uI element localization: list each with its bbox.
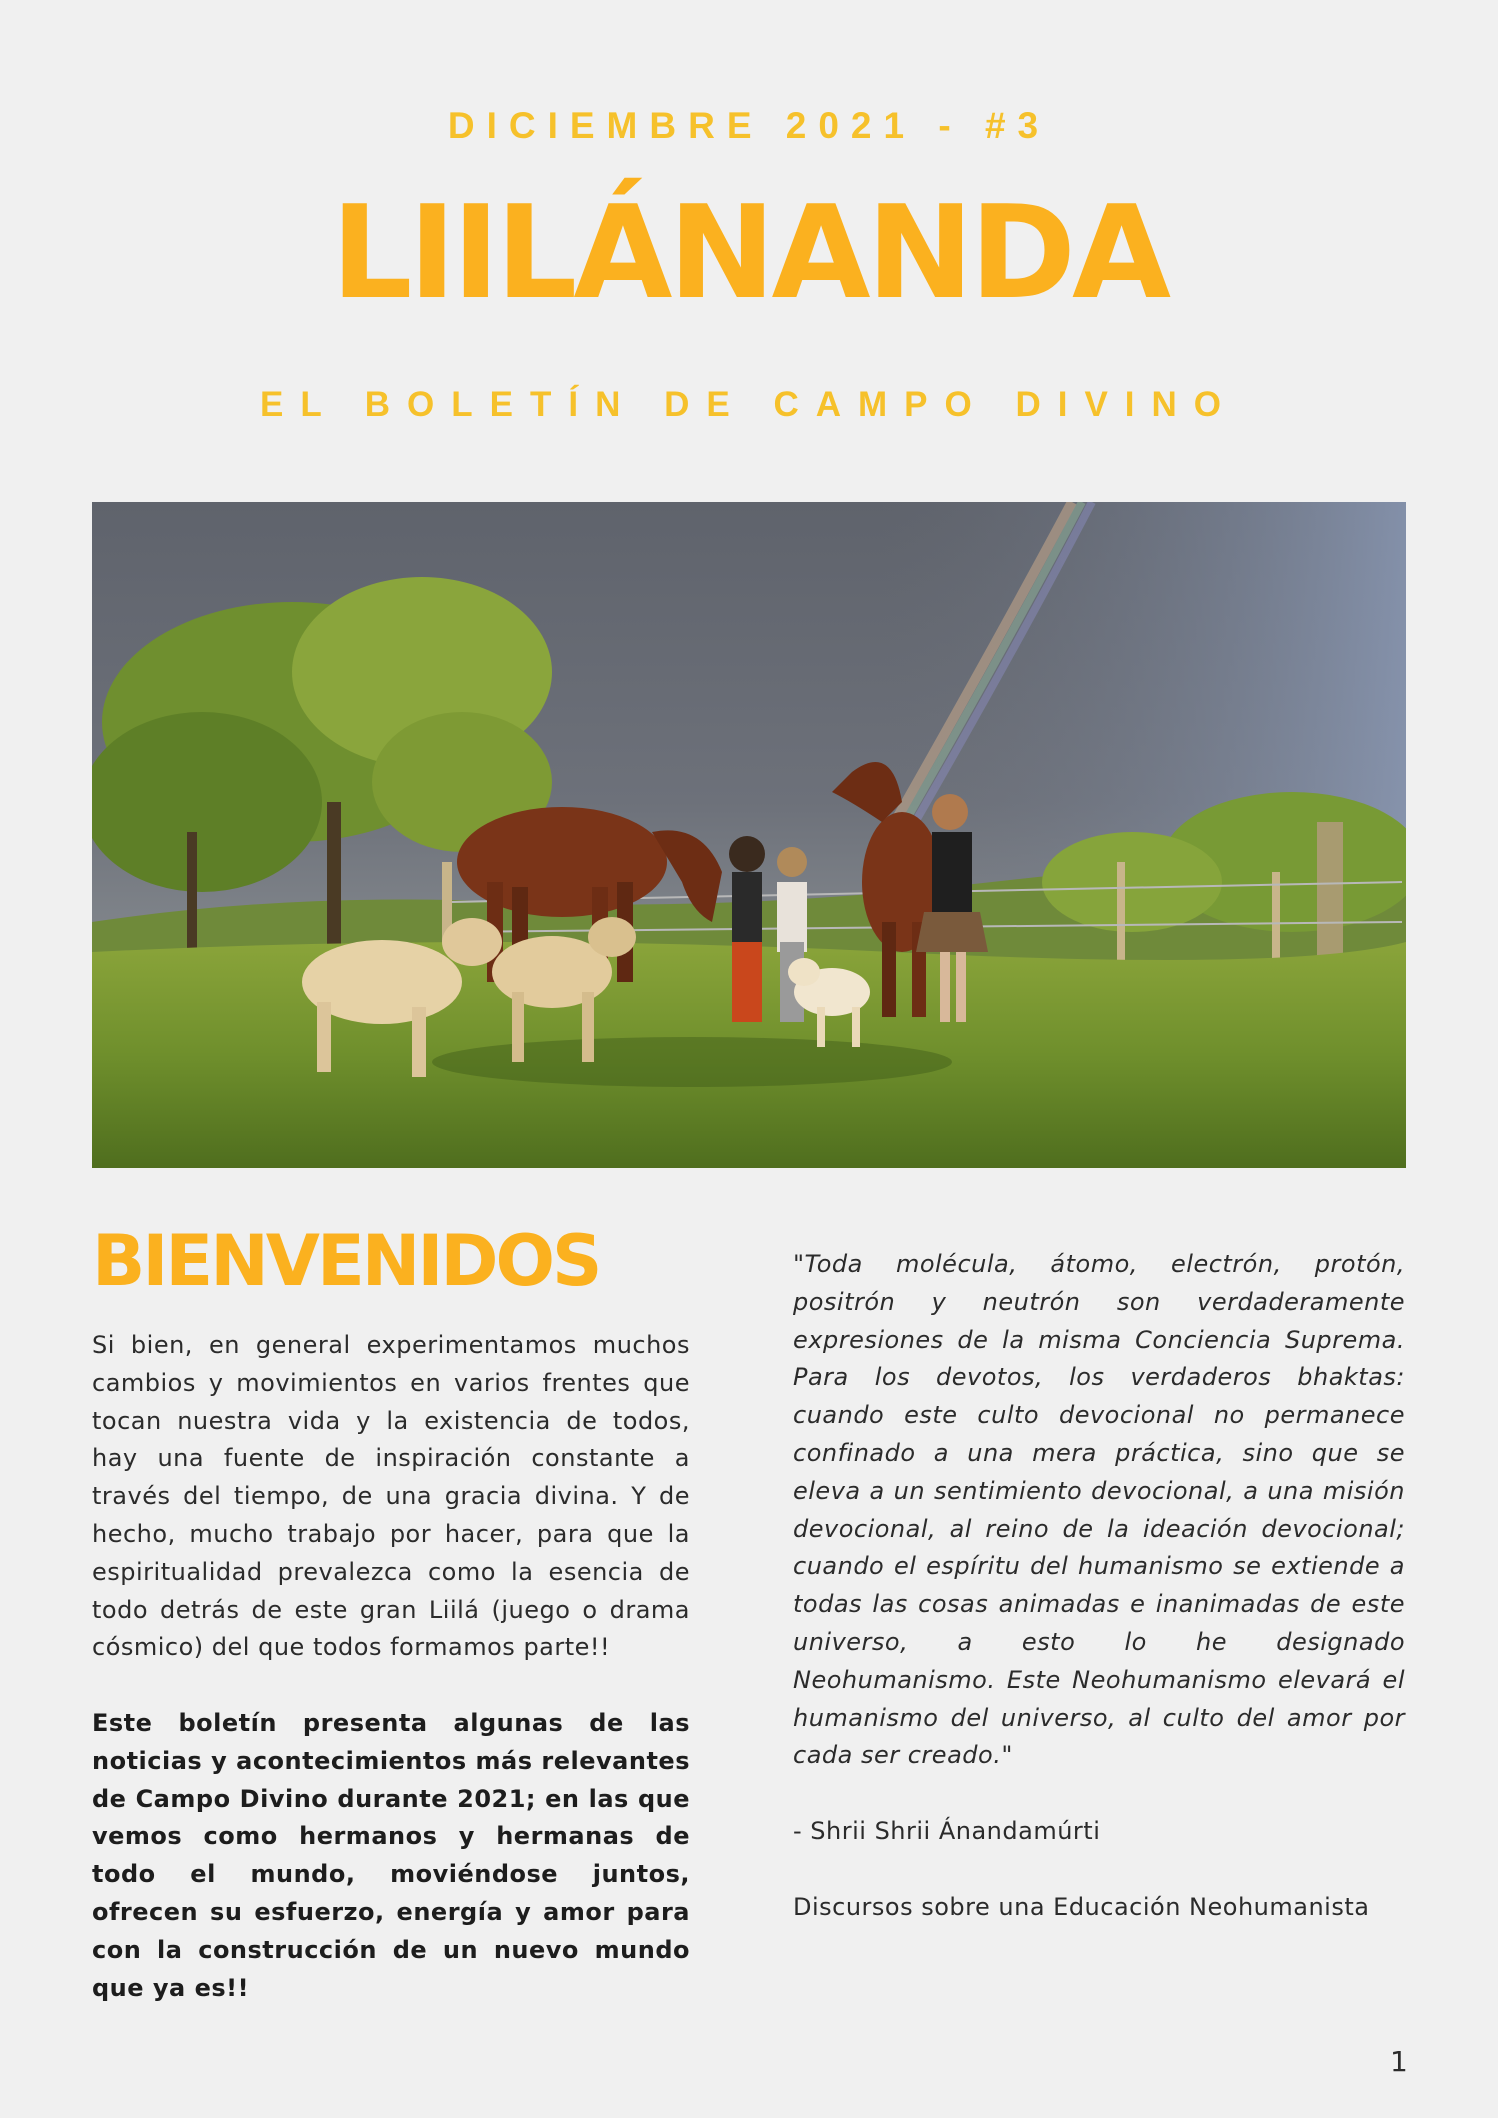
welcome-text [92, 1327, 690, 2007]
welcome-paragraph-2: Este boletín presenta algunas de las noticias y acontecimientos más relevantes de Campo Divino durante 2021; en las que vemos como hermanos y hermanas de todo el mundo, moviéndose juntos, ofrecen su esfuerzo, energía y amor para con la construcción de un nuevo mundo que ya es!! [92, 1708, 690, 2002]
quote-author: - Shrii Shrii Ánandamúrti [793, 1816, 1101, 1845]
welcome-heading: BIENVENIDOS [92, 1220, 600, 1302]
newsletter-title: LIILÁNANDA [330, 179, 1168, 328]
quote-text: "Toda molécula, átomo, electrón, protón, positrón y neutrón son verdaderamente expresiones de la misma Conciencia Suprema. Para los devotos, los verdaderos bhaktas: cuando este culto devocional no permanece confinado a una mera práctica, sino que se eleva a un sentimiento devocional, a una misión devocional, al reino de la ideación devocional; cuando el espíritu del humanismo se extiende a todas las cosas animadas e inanimadas de este universo, a esto lo he designado Neohumanismo. Este Neohumanismo elevará el humanismo del universo, al culto del amor por cada ser creado." [793, 1250, 1405, 1770]
quote-block [793, 1246, 1405, 1926]
quote-source: Discursos sobre una Educación Neohumanista [793, 1892, 1370, 1921]
newsletter-subtitle: EL BOLETÍN DE CAMPO DIVINO [259, 385, 1239, 424]
landscape-photo-icon [92, 502, 1406, 1168]
issue-date: DICIEMBRE 2021 - #3 [447, 105, 1051, 146]
cover-photo [92, 502, 1406, 1168]
page-number: 1 [1390, 2045, 1408, 2078]
welcome-paragraph-1: Si bien, en general experimentamos muchos cambios y movimientos en varios frentes que tocan nuestra vida y la existencia de todos, hay una fuente de inspiración constante a través del tiempo, de una gracia divina. Y de hecho, mucho trabajo por hacer, para que la espiritualidad prevalezca como la esencia de todo detrás de este gran Liilá (juego o drama cósmico) del que todos formamos parte!! [92, 1331, 690, 1662]
